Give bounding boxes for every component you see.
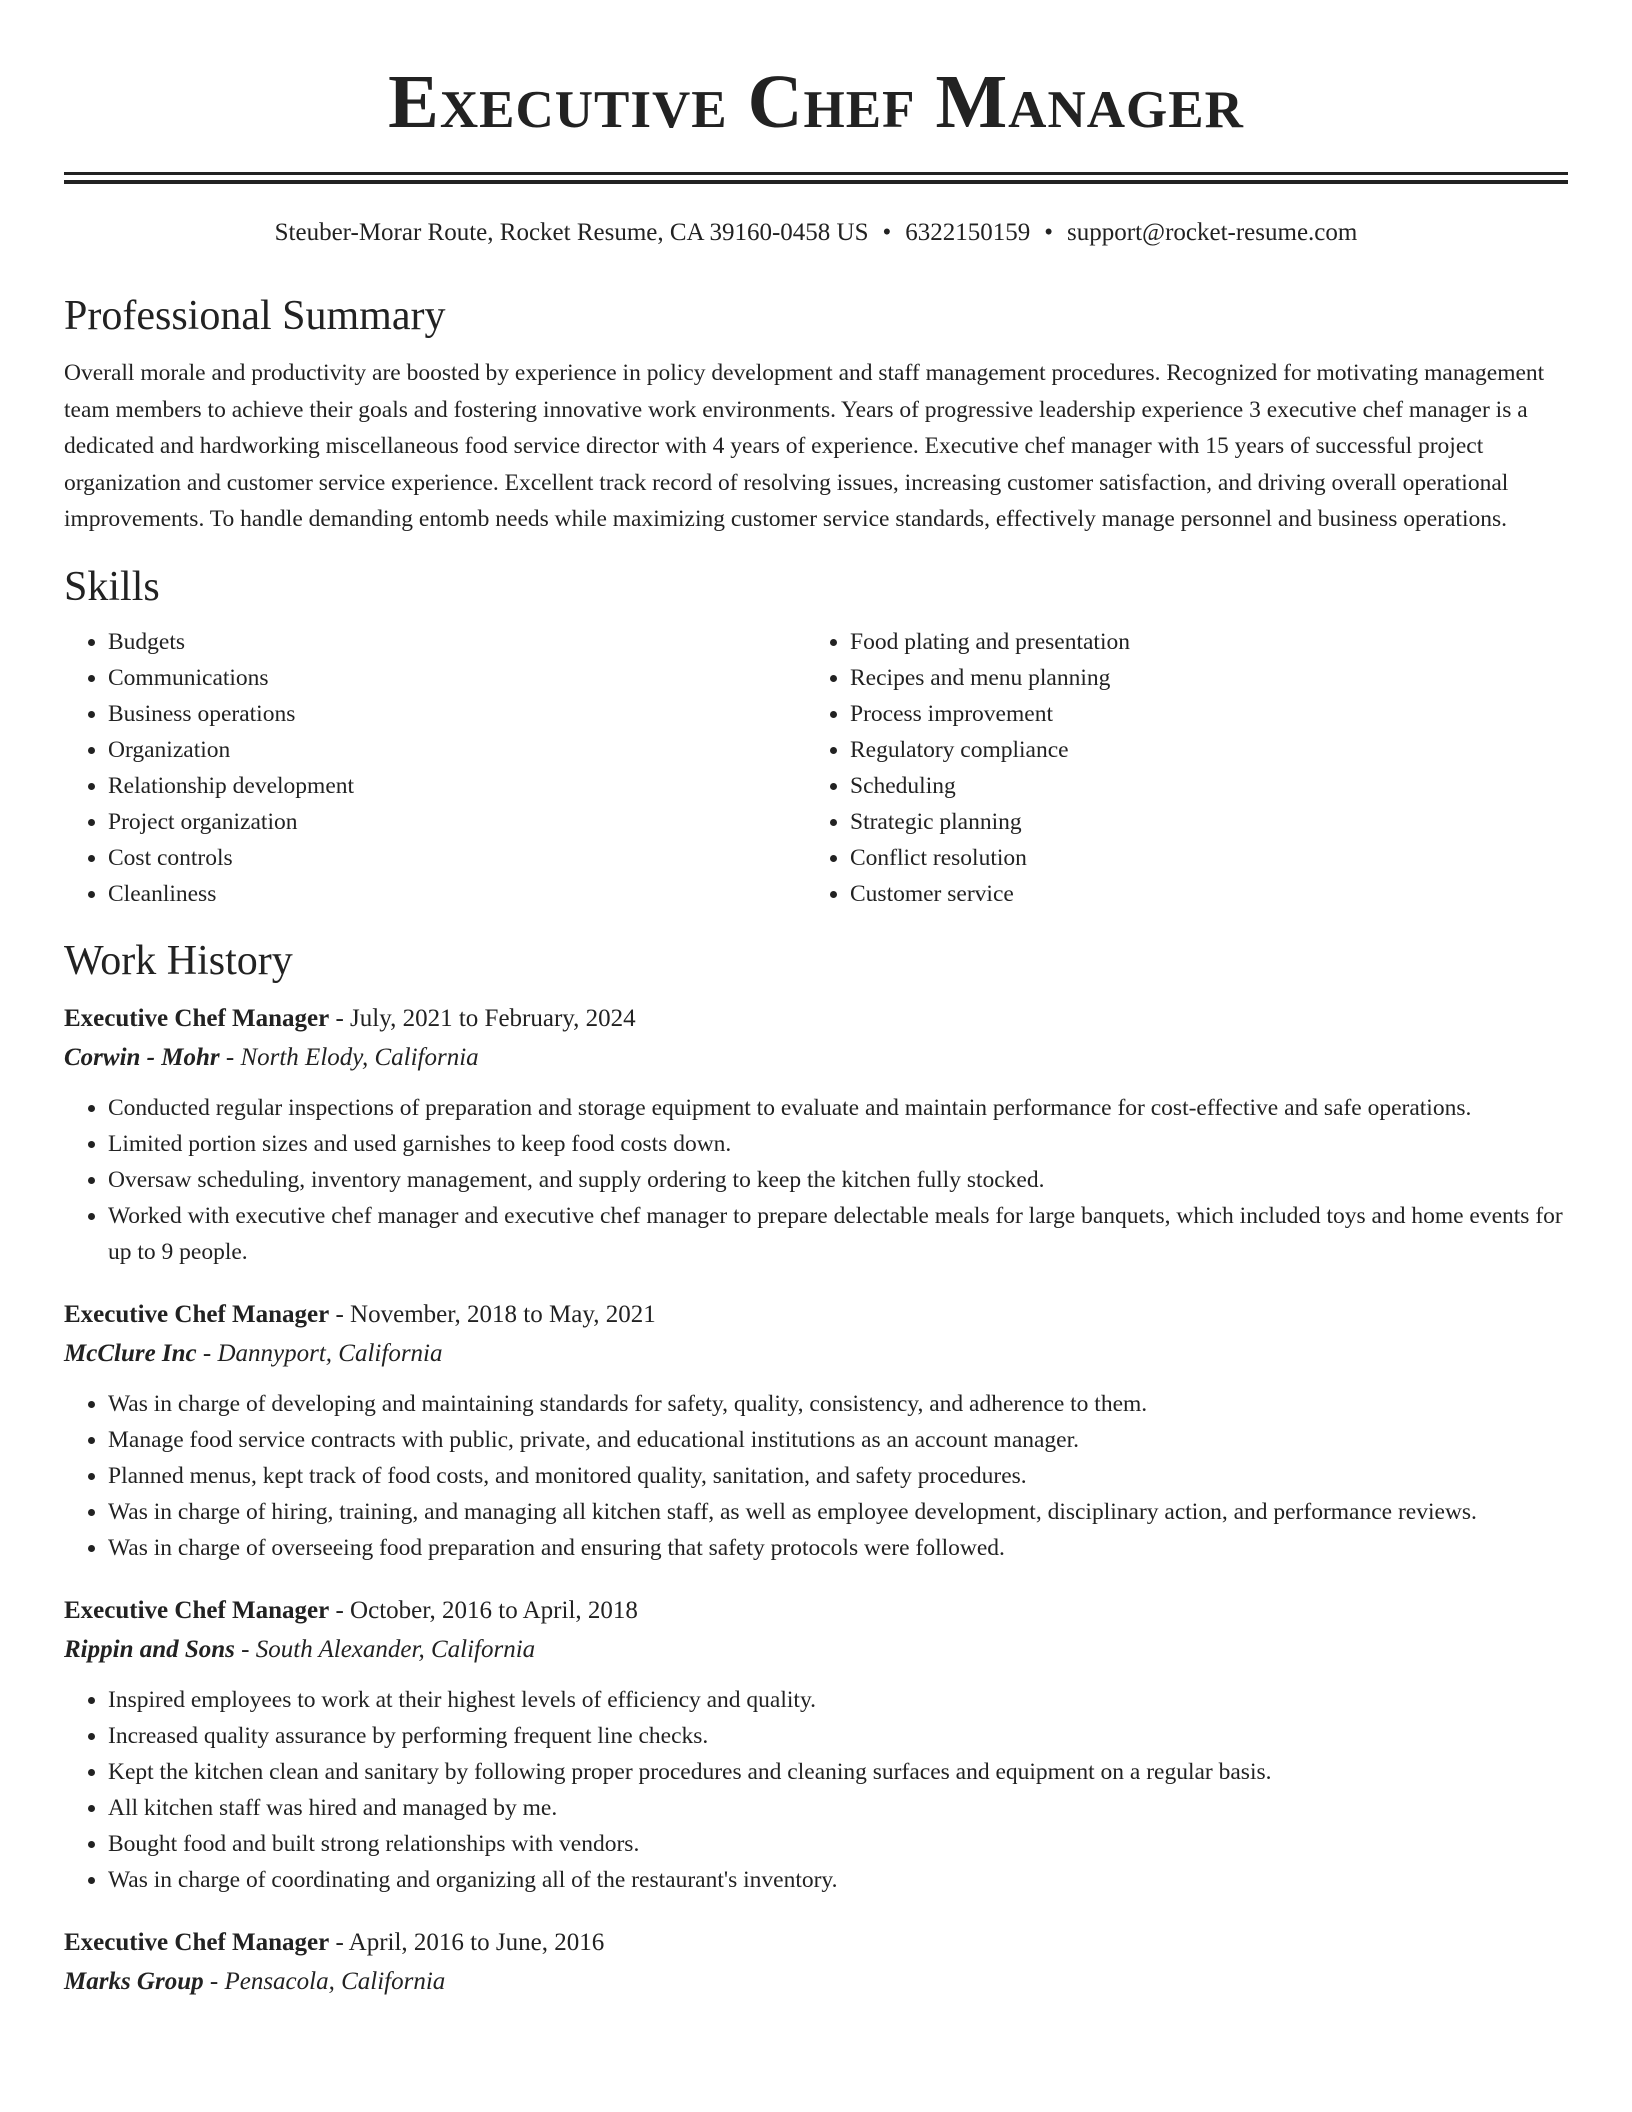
job-location: - Dannyport, California xyxy=(196,1339,443,1367)
job-bullet: • Was in charge of developing and maintaining standards for safety, quality, consistency, and adherence to them. xyxy=(108,1386,1568,1422)
skill-item: • Customer service xyxy=(850,876,1548,912)
section-title-work-history: Work History xyxy=(64,937,293,984)
job-company: Rippin and Sons xyxy=(64,1635,235,1663)
job-location: - Pensacola, California xyxy=(203,1967,446,1995)
job-entry xyxy=(64,1000,1568,1270)
summary-text: Overall morale and productivity are boosted by experience in policy development and staff management procedures. Recognized for motivating management team members to achieve their goals and fostering innovative work environments. Years of progressive leadership experience 3 executive chef manager is a dedicated and hardworking miscellaneous food service director with 4 years of experience. Executive chef manager with 15 years of successful project organization and customer service experience. Excellent track record of resolving issues, increasing customer satisfaction, and driving overall operational improvements. To handle demanding entomb needs while maximizing customer service standards, effectively manage personnel and business operations. xyxy=(64,360,1545,532)
skill-item: • Strategic planning xyxy=(850,804,1548,840)
skill-item: • Budgets xyxy=(108,624,806,660)
job-header xyxy=(64,1000,1568,1038)
job-bullets xyxy=(64,1090,1568,1270)
job-dates: - July, 2021 to February, 2024 xyxy=(329,1004,636,1032)
job-bullet: • Limited portion sizes and used garnishes to keep food costs down. xyxy=(108,1126,1568,1162)
skill-item: • Organization xyxy=(108,732,806,768)
job-bullets xyxy=(64,1682,1568,1898)
section-title-skills: Skills xyxy=(64,563,160,610)
job-header xyxy=(64,1924,1568,1962)
job-company: Corwin - Mohr xyxy=(64,1043,220,1071)
skill-item: • Process improvement xyxy=(850,696,1548,732)
header-double-rule xyxy=(64,172,1568,183)
skill-item: • Regulatory compliance xyxy=(850,732,1548,768)
job-bullet: • Conducted regular inspections of preparation and storage equipment to evaluate and maintain performance for cost-effective and safe operations. xyxy=(108,1090,1568,1126)
contact-separator: • xyxy=(1044,219,1054,246)
skill-item: • Scheduling xyxy=(850,768,1548,804)
contact-email: support@rocket-resume.com xyxy=(1067,219,1358,246)
skills-column-left xyxy=(64,624,806,912)
job-employer xyxy=(64,1334,1568,1374)
job-role: Executive Chef Manager xyxy=(64,1004,330,1032)
job-bullet: • Planned menus, kept track of food costs, and monitored quality, sanitation, and safety procedures. xyxy=(108,1458,1568,1494)
job-employer xyxy=(64,1962,1568,2002)
job-role: Executive Chef Manager xyxy=(64,1928,330,1956)
job-employer xyxy=(64,1630,1568,1670)
resume-page xyxy=(64,0,1568,2002)
skill-item: • Business operations xyxy=(108,696,806,732)
job-dates: - October, 2016 to April, 2018 xyxy=(329,1596,638,1624)
section-title-summary: Professional Summary xyxy=(64,293,446,339)
skill-item: • Cleanliness xyxy=(108,876,806,912)
job-bullet: • Manage food service contracts with public, private, and educational institutions as an account manager. xyxy=(108,1422,1568,1458)
contact-separator: • xyxy=(882,219,892,246)
contact-address: Steuber-Morar Route, Rocket Resume, CA 39160-0458 US xyxy=(274,219,869,246)
skill-item: • Communications xyxy=(108,660,806,696)
job-header xyxy=(64,1592,1568,1630)
job-dates: - November, 2018 to May, 2021 xyxy=(329,1300,656,1328)
job-bullet: • Worked with executive chef manager and executive chef manager to prepare delectable meals for large banquets, which included toys and home events for up to 9 people. xyxy=(108,1198,1568,1270)
job-company: McClure Inc xyxy=(64,1339,197,1367)
job-role: Executive Chef Manager xyxy=(64,1596,330,1624)
skill-item: • Conflict resolution xyxy=(850,840,1548,876)
job-company: Marks Group xyxy=(64,1967,204,1995)
job-bullet: • Was in charge of hiring, training, and managing all kitchen staff, as well as employee development, disciplinary action, and performance reviews. xyxy=(108,1494,1568,1530)
job-location: - North Elody, California xyxy=(219,1043,479,1071)
job-entry xyxy=(64,1924,1568,2002)
contact-phone: 6322150159 xyxy=(905,219,1031,246)
skills-column-right xyxy=(806,624,1548,912)
job-bullet: • Increased quality assurance by performing frequent line checks. xyxy=(108,1718,1568,1754)
job-bullets xyxy=(64,1386,1568,1566)
job-bullet: • Inspired employees to work at their highest levels of efficiency and quality. xyxy=(108,1682,1568,1718)
skill-item: • Relationship development xyxy=(108,768,806,804)
skills-list xyxy=(64,624,1568,912)
job-bullet: • Was in charge of coordinating and organizing all of the restaurant's inventory. xyxy=(108,1862,1568,1898)
resume-name: Executive Chef Manager xyxy=(388,60,1244,144)
rule-line-top xyxy=(64,172,1568,175)
job-entry xyxy=(64,1592,1568,1898)
skill-item: • Project organization xyxy=(108,804,806,840)
job-entry xyxy=(64,1296,1568,1566)
job-header xyxy=(64,1296,1568,1334)
job-bullet: • All kitchen staff was hired and managed by me. xyxy=(108,1790,1568,1826)
skill-item: • Recipes and menu planning xyxy=(850,660,1548,696)
job-bullet: • Bought food and built strong relationships with vendors. xyxy=(108,1826,1568,1862)
job-bullet: • Kept the kitchen clean and sanitary by following proper procedures and cleaning surfaces and equipment on a regular basis. xyxy=(108,1754,1568,1790)
job-bullet: • Was in charge of overseeing food preparation and ensuring that safety protocols were followed. xyxy=(108,1530,1568,1566)
job-role: Executive Chef Manager xyxy=(64,1300,330,1328)
contact-line xyxy=(64,217,1568,249)
job-location: - South Alexander, California xyxy=(234,1635,536,1663)
job-dates: - April, 2016 to June, 2016 xyxy=(329,1928,605,1956)
job-employer xyxy=(64,1038,1568,1078)
skill-item: • Cost controls xyxy=(108,840,806,876)
job-bullet: • Oversaw scheduling, inventory management, and supply ordering to keep the kitchen fully stocked. xyxy=(108,1162,1568,1198)
rule-line-bottom xyxy=(64,180,1568,184)
skill-item: • Food plating and presentation xyxy=(850,624,1548,660)
